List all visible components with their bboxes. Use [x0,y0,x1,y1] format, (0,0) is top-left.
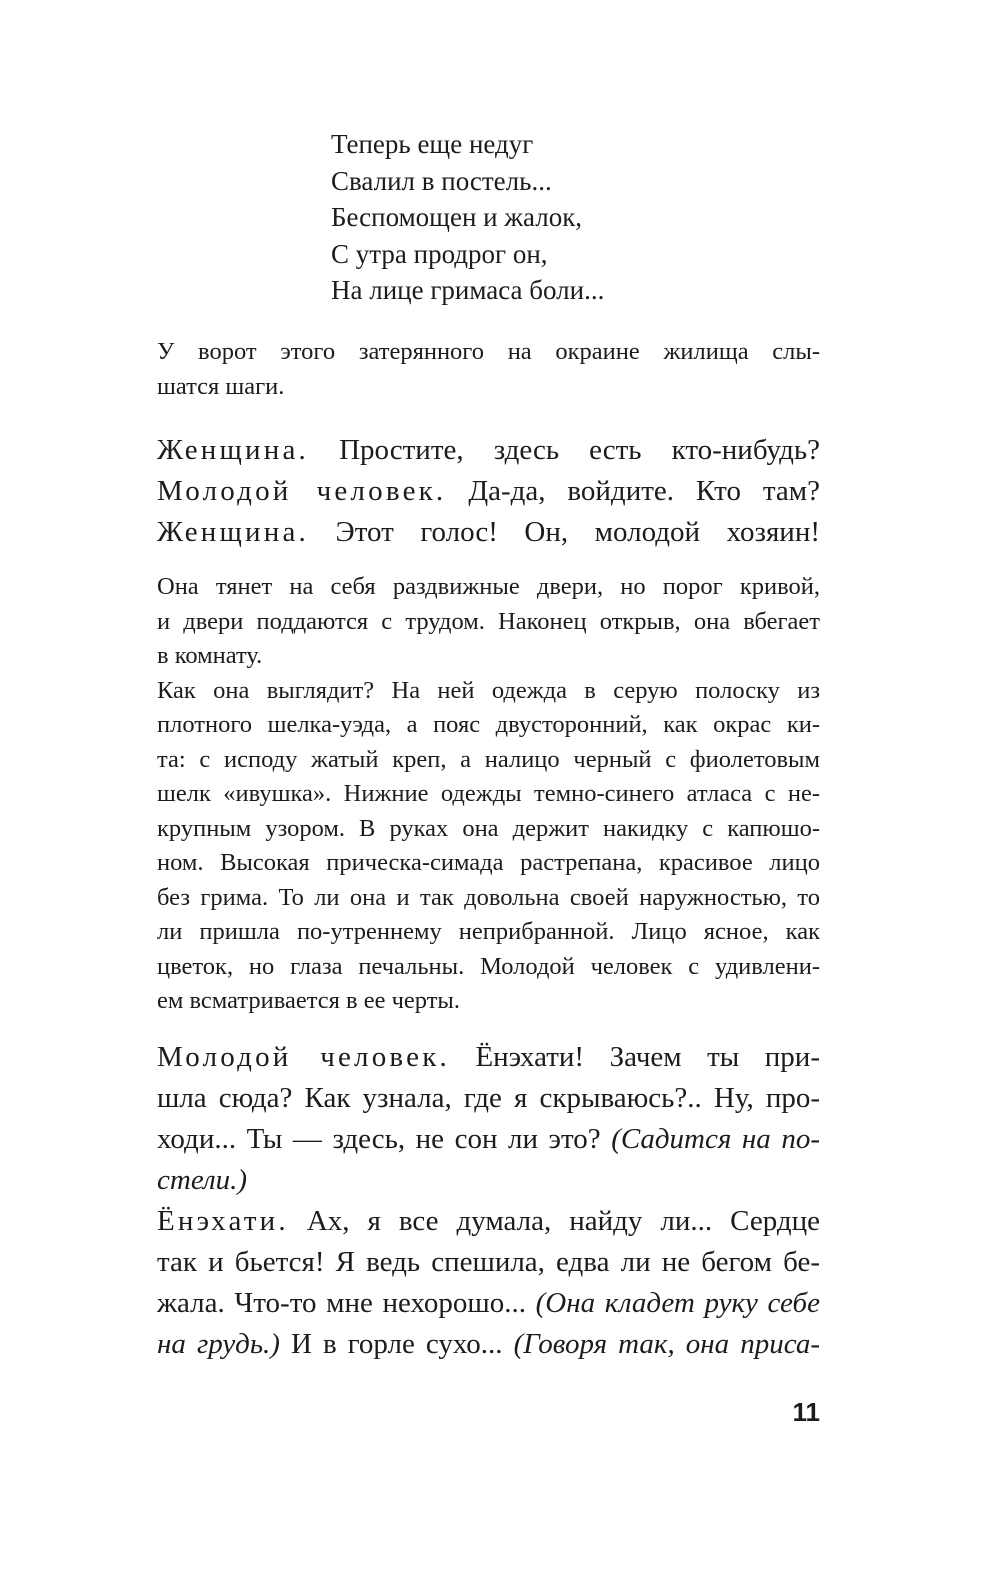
dialogue-block [157,430,820,553]
text-line: ли пришла по-утреннему неприбранной. Лицо ясное, как [157,918,820,945]
dialogue-line: жала. Что-то мне нехорошо... (Она кладет руку себе [157,1287,820,1319]
dialogue-line: Ёнэхати. Ах, я все думала, найду ли... Сердце [157,1205,820,1237]
text-line: та: с исподу жатый креп, а налицо черный с фиолетовым [157,745,820,773]
text-line: и двери поддаются с трудом. Наконец открыв, она вбегает [157,607,820,635]
narration-paragraph [157,570,820,1019]
speaker-name: Женщина. [157,434,309,466]
text-line: Она тянет на себя раздвижные двери, но порог кривой, [157,573,820,600]
dialogue-line: так и бьется! Я ведь спешила, едва ли не бегом бе- [157,1246,820,1278]
speaker-name: Молодой человек. [157,475,447,507]
verse-line: С утра продрог он, [331,238,548,269]
text-line: ем всматривается в ее черты. [157,987,460,1014]
verse-line: Свалил в постель... [331,165,552,196]
stage-direction: стели.) [157,1164,248,1196]
page-number: 11 [792,1397,820,1427]
stage-direction: (Говоря так, она приса- [513,1328,821,1360]
stage-direction: (Она кладет руку себе [535,1287,820,1319]
dialogue-line: Женщина. Этот голос! Он, молодой хозяин! [157,516,820,548]
dialogue-line: Молодой человек. Да-да, войдите. Кто там? [157,475,820,507]
text-line: шелк «ивушка». Нижние одежды темно-синего атласа с не- [157,780,820,807]
text-line: ном. Высокая прическа-симада растрепана, красивое лицо [157,849,820,876]
dialogue-block [157,1037,820,1365]
verse-line: Теперь еще недуг [331,129,534,159]
speaker-name: Женщина. [157,516,309,548]
text-line: без грима. То ли она и так довольна своей наружностью, то [157,883,820,911]
text-line: плотного шелка-уэда, а пояс двусторонний, как окрас ки- [157,711,820,738]
stage-direction: на грудь.) [157,1328,280,1360]
dialogue-line: ходи... Ты — здесь, не сон ли это? (Садится на по- [157,1123,820,1155]
dialogue-line [157,1160,820,1201]
text-line: шатся шаги. [157,372,285,400]
dialogue-line: Молодой человек. Ёнэхати! Зачем ты при- [157,1041,820,1073]
verse-line: Беспомощен и жалок, [331,202,583,232]
text-line: в комнату. [157,642,263,669]
speaker-name: Ёнэхати. [157,1205,289,1237]
dialogue-line: шла сюда? Как узнала, где я скрываюсь?.. Ну, про- [157,1082,820,1114]
text-line: крупным узором. В руках она держит накидку с капюшо- [157,814,820,842]
dialogue-line: Женщина. Простите, здесь есть кто-нибудь? [157,434,820,466]
text-line: Как она выглядит? На ней одежда в серую полоску из [157,676,820,704]
text-line: цветок, но глаза печальны. Молодой человек с удивлени- [157,952,820,980]
narration-paragraph [157,335,820,404]
dialogue-line: на грудь.) И в горле сухо... (Говоря так, она приса- [157,1328,821,1360]
stage-direction: (Садится на по- [611,1123,820,1155]
speaker-name: Молодой человек. [157,1041,450,1073]
verse-line: На лице гримаса боли... [331,275,605,305]
text-line: У ворот этого затерянного на окраине жилища слы- [157,338,820,365]
verse-stanza [331,126,604,309]
book-page [157,0,820,1583]
